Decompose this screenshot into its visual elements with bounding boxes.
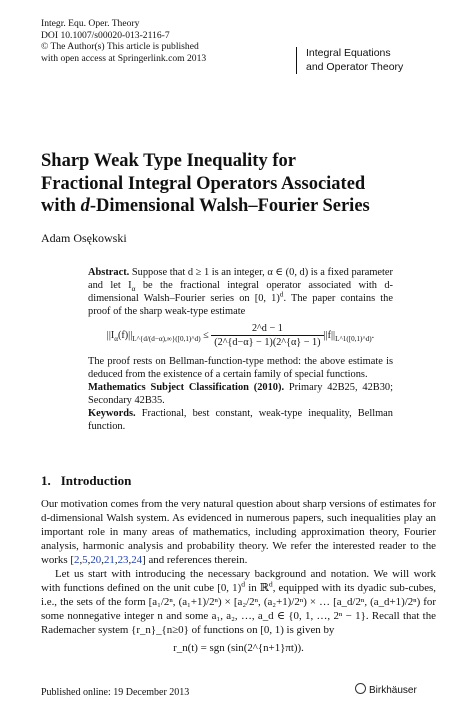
journal-abbrev: Integr. Equ. Oper. Theory (41, 18, 140, 29)
doi[interactable]: DOI 10.1007/s00020-013-2116-7 (41, 29, 170, 41)
publisher-logo: Birkhäuser (355, 683, 417, 696)
title-line2: Fractional Integral Operators Associated (41, 173, 366, 194)
ref-link[interactable]: 21 (103, 554, 115, 566)
ref-link[interactable]: 20 (90, 554, 102, 566)
abstract-text-cont: The proof rests on Bellman-function-type method: the above estimate is deduced from the existence of a certain family of special functions. (88, 356, 393, 380)
ref-link[interactable]: 24 (131, 554, 143, 566)
journal-name-line1: Integral Equations (306, 47, 391, 59)
intro-paragraph-2: Let us start with introducing the necessary background and notation. We will work with functions defined on the unit cube [0, 1)$^d$ in ℝ$^d$, equipped with its dyadic sub-cubes, i.e., the sets of the form [a₁/2ⁿ, (a₁+1)/2ⁿ) × [a₂/2ⁿ, (a₂+1)/2ⁿ) × … [a_d/2ⁿ, (a_d+1)/2ⁿ) for some nonnegative integer n and some a₁, a₂, …, a_d ∈ {0, 1, …, 2ⁿ − 1}. Recall that the Rademacher system {r_n}_{n≥0} of functions on [0, 1) is given by (41, 568, 436, 636)
intro-paragraph-1: Our motivation comes from the very natural question about sharp versions of estimates for d-dimensional Walsh system. As evidenced in numerous papers, such inequalities play an important role in many areas of mathematics, including approximation theory, Fourier analysis, harmonic analysis and probability theory. We refer the interested reader to the works [2,5,20,21,23,24] and references therein. (41, 498, 436, 566)
author-name: Adam Osękowski (41, 231, 127, 245)
journal-name-line2: and Operator Theory (306, 60, 404, 73)
ref-link[interactable]: 23 (117, 554, 129, 566)
abstract-equation: $||I_\alpha(f)||_{L\^{}\{d/(d-\alpha),\infty\}([0,1)\^{}d)}$ ≤ $\frac{2\^{}d - 1}{(2\^{}\{d-\alpha\} - 1)(2\^{}\{\alpha\} - 1)}$ $||f||_{L\^{}1([0,1)\^{}d)}$. (106, 323, 375, 348)
copyright: © The Author(s) This article is published (41, 41, 199, 53)
ref-link[interactable]: 5 (82, 554, 88, 566)
header-info (41, 18, 206, 64)
abstract (88, 266, 393, 433)
keywords: Keywords. Fractional, best constant, weak-type inequality, Bellman function. (88, 408, 393, 432)
paper-title (41, 150, 441, 218)
published-date: Published online: 19 December 2013 (41, 687, 190, 698)
title-line1: Sharp Weak Type Inequality for (41, 151, 296, 171)
intro-body (41, 497, 436, 659)
ref-link[interactable]: 2 (73, 554, 80, 566)
abstract-label: Abstract. (88, 267, 130, 278)
rademacher-equation: r_n(t) = sgn (sin(2^{n+1}πt)). (173, 642, 304, 654)
section-heading: 1. Introduction (41, 473, 132, 488)
reference-links: 2,5,20,21,23,24 (73, 554, 143, 566)
title-line3: with d-Dimensional Walsh–Fourier Series (41, 196, 370, 216)
open-access: with open access at Springerlink.com 2013 (41, 52, 207, 64)
birkhauser-icon (355, 683, 366, 694)
msc-classification: Mathematics Subject Classification (2010). Primary 42B25, 42B30; Secondary 42B35. (88, 382, 393, 406)
equation-fraction: $\frac{2\^{}d - 1}{(2\^{}\{d-\alpha\} - 1)(2\^{}\{\alpha\} - 1)}$ (211, 322, 323, 349)
journal-name-box (296, 47, 446, 74)
abstract-text: Abstract. Suppose that d ≥ 1 is an integer, α ∈ (0, d) is a fixed parameter and let $I_\alpha$ be the fractional integral operator associated with d-dimensional Walsh–Fourier series on [0, 1)$^d$. The paper contains the proof of the sharp weak-type estimate (88, 267, 393, 317)
